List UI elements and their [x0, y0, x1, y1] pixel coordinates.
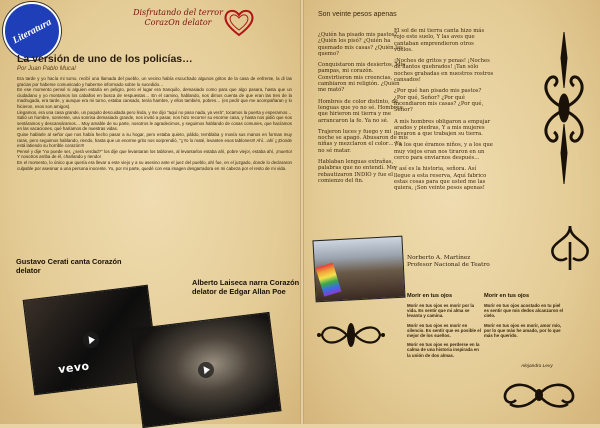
sub-poem-column	[407, 303, 482, 362]
author-name: Norberto A. Martínez	[407, 255, 471, 261]
sub-poem-stanza: Morir en tus ojos es morir, amor mío, por lo que más he amado, por lo que más he querido.	[484, 322, 562, 339]
swirl-ornament-icon	[545, 222, 595, 272]
poem-stanza: A mis hombres obligaron a empujar arados y piedras, Y a mis mujeres llevaron a que trabajen su tierra.	[394, 118, 491, 138]
story-paragraph: En el momento, lo único que quería era llevar a este viejo y a su asesino ante el juez del pueblo, ahí fue, en el juzgado, donde lo declararon culpable por asesinar a una persona inocente. Yo, por mi parte, quedé con esa imagen desgarradora en mi cabeza por el resto de mi vida.	[17, 159, 292, 171]
sub-poem-title: Morir en tus ojos	[484, 293, 530, 299]
poem-title: Son veinte pesos apenas	[318, 11, 397, 18]
scroll-ornament-icon	[494, 378, 584, 412]
poem-stanza: Hombres de color distinto, de lenguas que yo no sé. Hombres que hirieron mi tierra y me arrancaron la fe. Ya no sé.	[318, 98, 403, 124]
protest-photo	[312, 236, 405, 303]
script-title-line: Disfrutando del terror	[133, 8, 223, 17]
video-caption: Alberto Laiseca narra Corazón delator de Edgar Allan Poe	[192, 278, 300, 296]
poem-author	[407, 255, 490, 269]
header-script-title	[122, 8, 234, 28]
poem-stanza: Trajeron luces y fuego y mi noche se apagó. Abusaron de mis niñas y mezclaron el color… Ya no sé matar.	[318, 128, 408, 154]
story-paragraph: Pensé y dije "no puede ser, ¿será verdad?" los dije que levantaran los tablones, al levantarlos estaba ahí, pobre viejo!, estaba ahí, ¡muerto! Y nosotros arriba de él, charlando y riendo!	[17, 148, 292, 160]
sub-poem-stanza: Morir en tus ojos es morir por la vida. Es sentir que mi alma se levanta y camina.	[407, 303, 475, 319]
sub-poem-stanza: Morir en tus ojos es perderse en la calma de una historia inspirada en la unión de dos almas.	[407, 342, 480, 358]
signature: Alejandro Levy	[521, 364, 553, 369]
author-role: Profesor Nacional de Teatro	[407, 262, 490, 268]
sub-poem-column	[484, 303, 564, 342]
video-thumbnail-laiseca[interactable]	[130, 312, 281, 428]
script-title-line: CorazOn delator	[144, 18, 212, 27]
story-paragraph: Quise hablarle al señor que nos había hecho pasar a su hogar, pero estaba quieto, pálido, temblaba y movía sus manos en formas muy raras, pero seguimos hablando, riendo, hasta que un enorme grito nos sorprendió, "¡¡Yo lo maté, levanten esos tablones!!! Ahí…ahí ¡¡¡Donde está latiendo su horrible corazón!!!	[17, 131, 292, 149]
vevo-logo: vevo	[57, 359, 91, 377]
poem-stanza: El sol de mi tierra canta hizo más rojo este suelo, Y las aves que cantaban emprendieron otros vuelos.	[394, 28, 485, 53]
play-icon[interactable]	[197, 361, 215, 379]
play-icon[interactable]	[82, 331, 100, 349]
poem-stanza: Y así es la historia, señora. Así llegue a esta reserva, Aquí fabrico estas cosas para que usted me las quiera, ¡Son veinte pesos apenas!	[394, 166, 487, 192]
heart-icon	[222, 6, 256, 38]
poem-stanza: ¿Por qué han pisado mis pastos? ¿Por qué, Señor? ¿Por qué incendiaron mis casas? ¿Por qué, Señor?	[394, 88, 484, 114]
poem-column	[394, 28, 494, 197]
poem-stanza: Hablaban lenguas extrañas, palabras que no entendí. Me rebautizaron INDIO y fue el comienzo del fin.	[318, 159, 396, 184]
sub-poem-stanza: Morir en tus ojos es morir en silencio. Es sentir que es posible el mejor de los sueños.	[407, 322, 481, 339]
poem-stanza: ¿Quién ha pisado mis pastos? ¿Quién los pisó? ¿Quién ha quemado mis casas? ¿Quién las quemo?	[318, 32, 403, 57]
poem-stanza: Y a los que éramos niños, y a los que muy viejos eran nos tiraron en un cerco para enviarnos después…	[394, 142, 493, 162]
video-caption: Gustavo Cerati canta Corazón delator	[16, 257, 122, 275]
story-byline: Por Juan Pablo Mucal	[17, 66, 76, 72]
sub-poem-title: Morir en tus ojos	[407, 293, 453, 299]
story-paragraph: Llegamos, era una casa grande, un poquito descuidada pero linda, y me dijo "aquí no paso nada, ya verá", tocamos la puerta y esperamos…	[17, 109, 292, 115]
sub-poem-stanza: Morir en tus ojos acostado en tu piel es sentir que mis dedos alcanzaron el cielo.	[484, 303, 564, 319]
badge-label: Literatura	[10, 16, 54, 46]
flag-icon	[316, 263, 342, 297]
story-title: La versión de uno de los policías…	[17, 53, 193, 65]
fleur-ornament-icon	[316, 318, 386, 352]
story-paragraph: Era tarde y yo hacía mi turno, recibí una llamada del pueblo, un vecino había escuchado algunos gritos de la casa de enfrente, la di las gracias por haberse comunicado y haberme informado sobre lo sucedido…	[17, 76, 292, 87]
flourish-ornament-icon	[536, 28, 592, 188]
poem-stanza: Conquistaron mis desiertos, Mis pampas, mi corazón. Convirtieron mis creencias, cambiaron mi religión. ¿Quién me mató?	[318, 62, 405, 94]
story-paragraph: Salió un hombre, sonriente, una sonrisa demasiado grande, nos invitó a pasar, nos hizo recorrer su enorme casa, y hasta nos pidió que nos sentáramos y descansáramos… Muy amable de su parte, nosotros le agradecimos, y seguimos hablando de cosas comunes, que hacíamos en las vacaciones, qué haríamos de nuestras vidas.	[17, 115, 292, 132]
page-fold	[300, 0, 304, 424]
section-badge	[3, 2, 61, 60]
poem-stanza: ¡Noches de gritos y penas! ¡Noches de llantos quebrados! ¡Tan sólo noches grabadas en nuestros rostros cansados!	[394, 58, 494, 84]
story-paragraph: En ese momento pensé si alguien estaría en peligro, pero el lugar era tranquilo, demasiado como para que algo pasara, hasta que un ciudadano y yo montamos los caballos en busca de respuestas… En el camino, hablando, nos dimos cuenta de que eran las tres de la madrugada, era tarde, y aunque era mi turno, estaba cansado, tenía hambre, y ellos también, pobres… (es pedir que me acompañaran y lo hicieron, esos son amigos).	[17, 87, 292, 109]
story-body	[17, 76, 292, 171]
